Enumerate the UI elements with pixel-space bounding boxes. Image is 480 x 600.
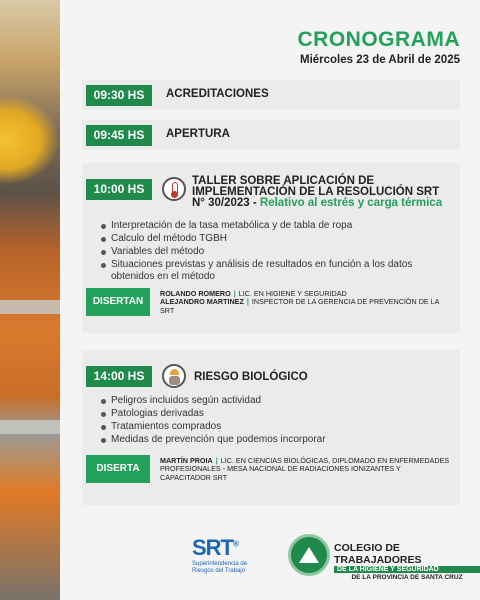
list-item: Interpretación de la tasa metabólica y de tabla de ropa [100, 220, 430, 232]
time-badge: 09:45 HS [86, 125, 152, 146]
speakers-label: DISERTAN [86, 288, 150, 316]
workshop-title-main: TALLER SOBRE APLICACIÓN DE IMPLEMENTACIÓN DE LA RESOLUCIÓN SRT N° 30/2023 - [192, 175, 440, 209]
worker-photo [0, 0, 60, 600]
time-badge: 14:00 HS [86, 366, 152, 387]
speaker-name: ROLANDO ROMERO [160, 289, 231, 298]
list-item: Peligros incluidos según actividad [100, 395, 430, 407]
vest-reflective-stripe [0, 420, 60, 434]
schedule-item-biological-risk [82, 350, 460, 505]
list-item: Variables del método [100, 246, 430, 258]
schedule-label: ACREDITACIONES [166, 88, 269, 100]
colegio-name-line: DE LA HIGIENE Y SEGURIDAD [334, 566, 480, 573]
thermometer-icon [162, 177, 186, 201]
list-item: Calculo del método TGBH [100, 233, 430, 245]
speaker-role: LIC. EN CIENCIAS BIOLÓGICAS, DIPLOMADO EN ENFERMEDADES PROFESIONALES - MESA NACIONAL DE RADIACIONES IONIZANTES Y CAPACITADOR SRT [160, 456, 450, 482]
helmet-graphic [0, 95, 60, 185]
srt-logo [192, 535, 247, 575]
colegio-logo-text [334, 542, 480, 581]
srt-wordmark: SRT® [192, 535, 238, 560]
speaker-entry: ROLANDO ROMERO | LIC. EN HIGIENE Y SEGURIDAD [160, 289, 347, 298]
colegio-emblem-icon [288, 534, 330, 576]
schedule-item-accreditation [82, 80, 460, 110]
session-topics [100, 395, 430, 447]
workshop-subtitle: Relativo al estrés y carga térmica [259, 197, 443, 209]
page-title: CRONOGRAMA [297, 28, 460, 51]
header [298, 28, 461, 66]
footer [60, 520, 480, 600]
speaker-name: ALEJANDRO MARTINEZ [160, 297, 244, 307]
workshop-title [192, 176, 452, 209]
schedule-label: APERTURA [166, 128, 230, 140]
speaker-label: DISERTA [86, 455, 150, 483]
schedule-item-opening [82, 120, 460, 150]
list-item: Patologias derivadas [100, 408, 430, 420]
speaker-name: MARTÍN PROIA [160, 456, 213, 465]
session-title: RIESGO BIOLÓGICO [194, 371, 308, 383]
speakers-list [160, 290, 450, 315]
vest-reflective-stripe [0, 300, 60, 314]
schedule-item-workshop [82, 163, 460, 333]
srt-tagline: Riesgos del Trabajo [192, 568, 246, 574]
event-date: Miércoles 23 de Abril de 2025 [299, 54, 460, 66]
list-item: Situaciones previstas y análisis de resultados en función a los datos obtenidos en el método [100, 259, 430, 283]
list-item: Medidas de prevención que podemos incorporar [100, 434, 430, 446]
speaker-role: LIC. EN HIGIENE Y SEGURIDAD [238, 289, 347, 298]
speaker-entry: MARTÍN PROIA | LIC. EN CIENCIAS BIOLÓGICAS, DIPLOMADO EN ENFERMEDADES PROFESIONALES - MESA NACIONAL DE RADIACIONES IONIZANTES Y CAPACITADOR SRT [160, 456, 450, 482]
colegio-name-line: COLEGIO DE TRABAJADORES [334, 542, 422, 566]
content-panel [60, 0, 480, 600]
speaker-role: INSPECTOR DE LA GERENCIA DE PREVENCIÓN DE LA SRT [160, 297, 440, 315]
colegio-name-line: DE LA PROVINCIA DE SANTA CRUZ [351, 574, 463, 581]
time-badge: 10:00 HS [86, 179, 152, 200]
speaker-entry: ALEJANDRO MARTINEZ | INSPECTOR DE LA GERENCIA DE PREVENCIÓN DE LA SRT [160, 297, 440, 315]
srt-tagline: Superintendencia de [192, 561, 248, 567]
worker-icon [162, 364, 186, 388]
workshop-topics [100, 220, 430, 284]
speakers-list [160, 457, 450, 482]
list-item: Tratamientos comprados [100, 421, 430, 433]
time-badge: 09:30 HS [86, 85, 152, 106]
